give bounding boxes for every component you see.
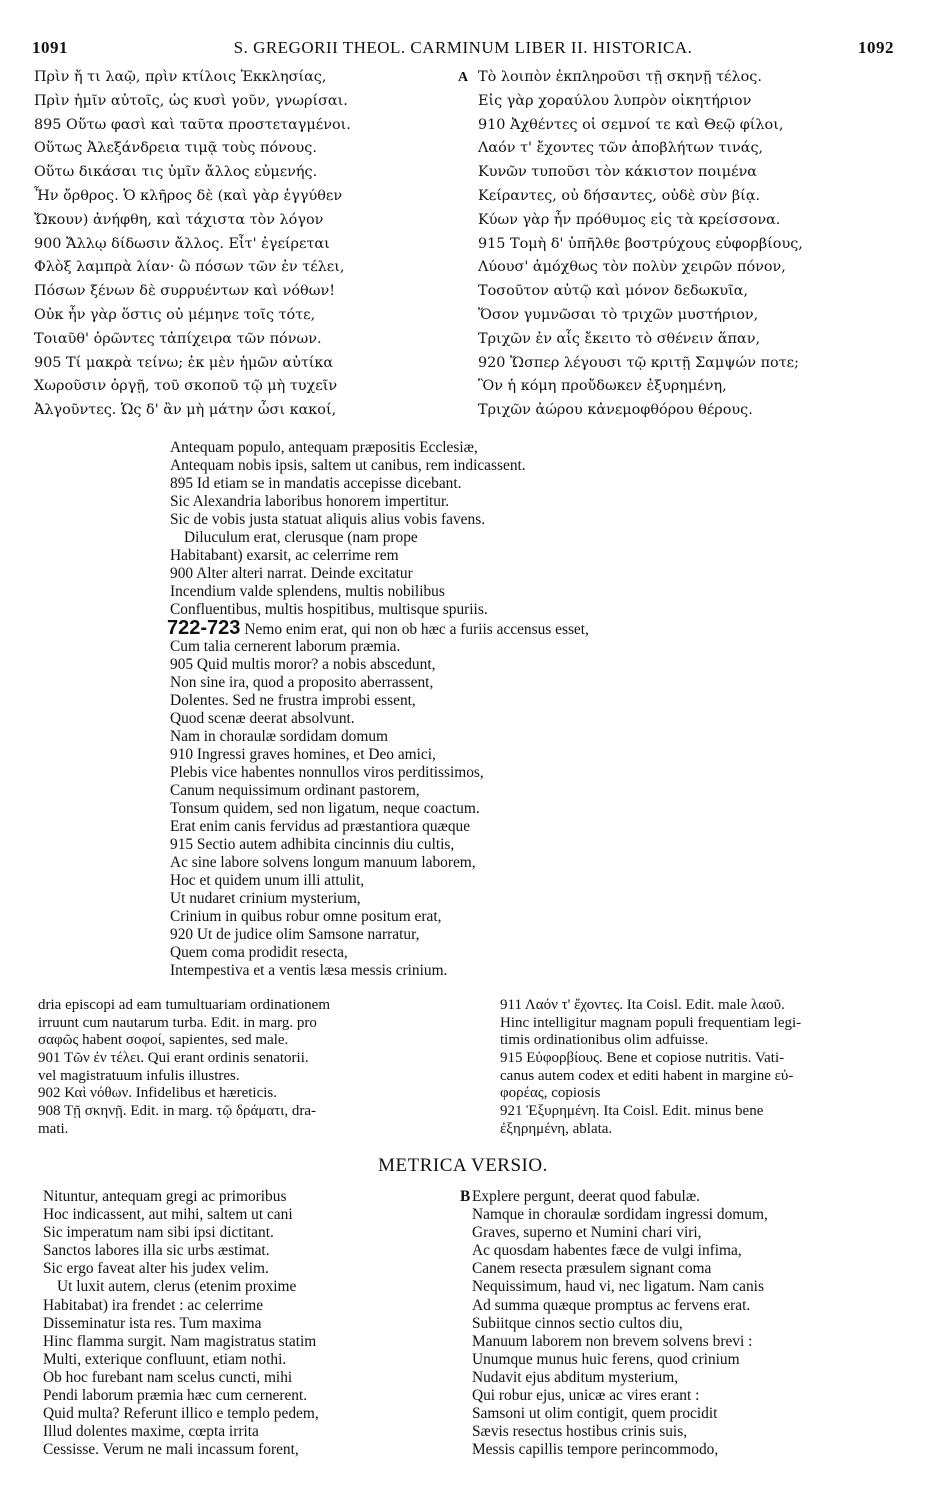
verse-line: Habitabat) ira frendet : ac celerrime: [43, 1296, 264, 1314]
verse-line: Πόσων ξένων δὲ συρρυέντων καὶ νόθων!: [34, 283, 335, 300]
column-marker-b: B: [460, 1188, 471, 1205]
verse-line: Graves, superno et Numini chari viri,: [472, 1224, 702, 1242]
note-line: timis ordinationibus olim adfuisse.: [500, 1032, 709, 1049]
translation-line: Habitabant) exarsit, ac celerrime rem: [170, 547, 399, 565]
verse-line: Sanctos labores illa sic urbs æstimat.: [43, 1242, 270, 1260]
verse-line: Illud dolentes maxime, cœpta irrita: [43, 1423, 259, 1441]
verse-line: Nequissimum, haud vi, nec ligatum. Nam canis: [472, 1278, 764, 1296]
verse-line: Multi, exterique confluunt, etiam nothi.: [43, 1350, 287, 1368]
metrica-versio-right-column: [462, 1188, 902, 1459]
note-line: 911 Λαόν τ' ἔχοντες. Ita Coisl. Edit. male λαοῦ.: [500, 997, 785, 1013]
section-title: METRICA VERSIO.: [378, 1155, 548, 1176]
note-line: 915 Εὐφορβίους. Bene et copiose nutritis. Vati-: [500, 1050, 785, 1067]
translation-line: Crinium in quibus robur omne positum erat,: [170, 908, 442, 926]
translation-line: Nam in choraulæ sordidam domum: [170, 727, 389, 745]
verse-line: Messis capillis tempore perincommodo,: [472, 1441, 719, 1459]
translation-line: Quem coma prodidit resecta,: [170, 944, 348, 962]
note-line: 901 Τῶν ἐν τέλει. Qui erant ordinis senatorii.: [38, 1050, 309, 1067]
verse-line: Τοιαῦθ' ὁρῶντες τἀπίχειρα τῶν πόνων.: [34, 330, 322, 347]
verse-line: 900 Ἄλλῳ δίδωσιν ἄλλος. Εἶτ' ἐγείρεται: [34, 235, 330, 252]
verse-line: Κυνῶν τυποῦσι τὸν κάκιστον ποιμένα: [478, 164, 758, 181]
verse-line: Λαόν τ' ἔχοντες τῶν ἀποβλήτων τινάς,: [478, 140, 764, 157]
verse-line: Canem resecta præsulem signant coma: [472, 1260, 712, 1278]
verse-line: Namque in choraulæ sordidam ingressi domum,: [472, 1206, 768, 1224]
translation-line: Hoc et quidem unum illi attulit,: [170, 872, 365, 890]
translation-line: 910 Ingressi graves homines, et Deo amici,: [170, 745, 436, 763]
translation-line: Ut nudaret crinium mysterium,: [170, 890, 361, 908]
verse-line: Κύων γὰρ ἦν πρόθυμος εἰς τὰ κρείσσονα.: [478, 211, 781, 228]
verse-line: Τριχῶν ἀώρου κἀνεμοφθόρου θέρους.: [478, 402, 753, 419]
verse-line: Samsoni ut olim contigit, quem procidit: [472, 1405, 718, 1423]
notes-right-column: [500, 997, 892, 1139]
verse-line: Ob hoc furebant nam scelus cuncti, mihi: [43, 1368, 293, 1386]
note-line: 908 Τῇ σκηνῇ. Edit. in marg. τῷ δράματι, dra-: [38, 1103, 316, 1120]
notes-left-column: [38, 997, 463, 1139]
verse-line: Sic ergo faveat alter his judex velim.: [43, 1260, 269, 1278]
note-line: mati.: [38, 1120, 69, 1137]
translation-line: Sic de vobis justa statuat aliquis alius vobis favens.: [170, 511, 486, 529]
note-line: vel magistratuum infulis illustres.: [38, 1067, 240, 1084]
verse-line: Ὤκουν) ἀνήφθη, καὶ τάχιστα τὸν λόγον: [34, 211, 324, 228]
verse-line: 905 Τί μακρὰ τείνω; ἐκ μὲν ἡμῶν αὐτίκα: [34, 354, 334, 371]
note-line: 902 Καὶ νόθων. Infidelibus et hæreticis.: [38, 1085, 278, 1102]
note-line: φορέας, copiosis: [500, 1085, 601, 1102]
translation-line: Intempestiva et a ventis læsa messis crinium.: [170, 962, 448, 980]
translation-line: 895 Id etiam se in mandatis accepisse dicebant.: [170, 475, 462, 493]
translation-line: 920 Ut de judice olim Samsone narratur,: [170, 926, 420, 944]
verse-line: Φλὸξ λαμπρὰ λίαν· ὢ πόσων τῶν ἐν τέλει,: [34, 259, 345, 276]
verse-line: Εἰς γὰρ χοραύλου λυπρὸν οἰκητήριον: [478, 92, 752, 109]
verse-line: Cessisse. Verum ne mali incassum forent,: [43, 1441, 299, 1459]
column-marker-a: A: [458, 70, 469, 85]
translation-line: Erat enim canis fervidus ad præstantiora quæque: [170, 817, 471, 835]
verse-line: Ἦν ὄρθρος. Ὁ κλῆρος δὲ (καὶ γὰρ ἐγγύθεν: [34, 187, 343, 204]
verse-line: Ἀλγοῦντες. Ὡς δ' ἂν μὴ μάτην ὦσι κακοί,: [34, 402, 337, 419]
verse-line: Nudavit ejus abditum mysterium,: [472, 1368, 679, 1386]
verse-line: Hoc indicassent, aut mihi, saltem ut cani: [43, 1206, 293, 1224]
column-number: 722-723: [167, 617, 241, 640]
note-line: dria episcopi ad eam tumultuariam ordinationem: [38, 997, 330, 1013]
running-title: S. GREGORII THEOL. CARMINUM LIBER II. HISTORICA.: [233, 38, 693, 57]
translation-line: 722-723 Nemo enim erat, qui non ob hæc a furiis accensus esset,: [167, 617, 589, 640]
verse-line: 910 Ἀχθέντες οἱ σεμνοί τε καὶ Θεῷ φίλοι,: [478, 116, 784, 133]
note-line: 921 Ἐξυρημένη. Ita Coisl. Edit. minus bene: [500, 1103, 764, 1120]
verse-line: Πρὶν ἡμῖν αὐτοῖς, ὡς κυσὶ γοῦν, γνωρίσαι.: [34, 92, 348, 109]
translation-line: Incendium valde splendens, multis nobilibus: [170, 583, 445, 601]
verse-line: Sævis resectus hostibus crinis suis,: [472, 1423, 688, 1441]
verse-line: Explere pergunt, deerat quod fabulæ.: [472, 1188, 700, 1205]
verse-line: Ὃν ἡ κόμη προὔδωκεν ἐξυρημένη,: [478, 378, 727, 395]
metrica-versio-left-column: [43, 1188, 443, 1459]
note-line: irruunt cum nautarum turba. Edit. in marg. pro: [38, 1014, 317, 1031]
translation-line: Non sine ira, quod a proposito aberrassent,: [170, 673, 434, 691]
verse-line: Nituntur, antequam gregi ac primoribus: [43, 1188, 287, 1205]
translation-line: 900 Alter alteri narrat. Deinde excitatur: [170, 565, 413, 583]
running-header: [32, 38, 894, 60]
greek-text-left-column: [34, 66, 454, 423]
verse-line: Subiitque cinnos sectio cultos diu,: [472, 1314, 683, 1332]
verse-line: Πρὶν ἤ τι λαῷ, πρὶν κτίλοις Ἐκκλησίας,: [34, 69, 327, 85]
note-line: ἐξηρημένη, ablata.: [500, 1120, 613, 1137]
verse-line: 895 Οὕτω φασὶ καὶ ταῦτα προστεταγμένοι.: [34, 116, 351, 133]
verse-line: Ut luxit autem, clerus (etenim proxime: [57, 1278, 297, 1296]
translation-line: Ac sine labore solvens longum manuum laborem,: [170, 854, 476, 872]
verse-line: Manuum laborem non brevem solvens brevi :: [472, 1332, 753, 1350]
verse-line: 920 Ὥσπερ λέγουσι τῷ κριτῇ Σαμψών ποτε;: [478, 354, 799, 371]
translation-line: Confluentibus, multis hospitibus, multisque spuriis.: [170, 601, 488, 619]
latin-translation: [167, 439, 770, 980]
page-number-left: 1091: [32, 38, 68, 57]
verse-line: Qui robur ejus, unicæ ac vires erant :: [472, 1387, 700, 1405]
page-number-right: 1092: [858, 38, 894, 57]
translation-line: Quod scenæ deerat absolvunt.: [170, 709, 355, 727]
translation-line: Plebis vice habentes nonnullos viros perditissimos,: [170, 763, 484, 781]
translation-line: Diluculum erat, clerusque (nam prope: [184, 529, 418, 547]
verse-line: Τοσοῦτον αὐτῷ καὶ μόνον δεδωκυῖα,: [478, 283, 749, 300]
verse-line: Οὕτως Ἀλεξάνδρεια τιμᾷ τοὺς πόνους.: [34, 140, 317, 157]
note-line: σαφῶς habent σοφοί, sapientes, sed male.: [38, 1032, 289, 1049]
translation-line: Tonsum quidem, sed non ligatum, neque coactum.: [170, 799, 480, 817]
verse-line: Χωροῦσιν ὀργῇ, τοῦ σκοποῦ τῷ μὴ τυχεῖν: [34, 378, 338, 395]
verse-line: Ac quosdam habentes fæce de vulgi infima,: [472, 1242, 742, 1260]
verse-line: 915 Τομὴ δ' ὑπῆλθε βοστρύχους εὐφορβίους,: [478, 235, 803, 252]
translation-line: Dolentes. Sed ne frustra improbi essent,: [170, 691, 416, 709]
translation-line: Antequam populo, antequam præpositis Ecclesiæ,: [170, 439, 478, 456]
verse-line: Ad summa quæque promptus ac fervens erat.: [472, 1296, 751, 1314]
verse-line: Κείραντες, οὐ δήσαντες, οὐδὲ σὺν βίᾳ.: [478, 187, 761, 204]
translation-line: Canum nequissimum ordinant pastorem,: [170, 781, 420, 799]
verse-line: Hinc flamma surgit. Nam magistratus statim: [43, 1332, 317, 1350]
verse-line: Οὐκ ἦν γὰρ ὅστις οὐ μέμηνε τοῖς τότε,: [34, 306, 316, 323]
translation-line: Cum talia cernerent laborum præmia.: [170, 637, 401, 655]
verse-line: Οὕτω δικάσαι τις ὑμῖν ἄλλος εὐμενής.: [34, 164, 318, 181]
verse-line: Τὸ λοιπὸν ἐκπληροῦσι τῇ σκηνῇ τέλος.: [478, 69, 762, 85]
verse-line: Sic imperatum nam sibi ipsi dictitant.: [43, 1224, 274, 1242]
verse-line: Disseminatur ista res. Tum maxima: [43, 1314, 262, 1332]
verse-line: Unumque munus huic ferens, quod crinium: [472, 1350, 740, 1368]
translation-line: 915 Sectio autem adhibita cincinnis diu cultis,: [170, 836, 455, 854]
translation-line: 905 Quid multis moror? a nobis abscedunt,: [170, 655, 436, 673]
verse-line: Τριχῶν ἐν αἷς ἔκειτο τὸ σθένειν ἅπαν,: [478, 330, 761, 347]
verse-line: Quid multa? Referunt illico e templo pedem,: [43, 1405, 319, 1423]
note-line: Hinc intelligitur magnam populi frequentiam legi-: [500, 1014, 802, 1031]
verse-line: Ὅσον γυμνῶσαι τὸ τριχῶν μυστήριον,: [478, 306, 759, 323]
verse-line: Λύουσ' ἀμόχθως τὸν πολὺν χειρῶν πόνον,: [478, 259, 786, 276]
verse-line: Pendi laborum præmia hæc cum cernerent.: [43, 1387, 308, 1405]
translation-line: Antequam nobis ipsis, saltem ut canibus, rem indicassent.: [170, 457, 526, 475]
note-line: canus autem codex et editi habent in margine εὐ-: [500, 1067, 794, 1084]
translation-line: Sic Alexandria laboribus honorem impertitur.: [170, 493, 450, 511]
greek-text-right-column: [458, 66, 894, 423]
